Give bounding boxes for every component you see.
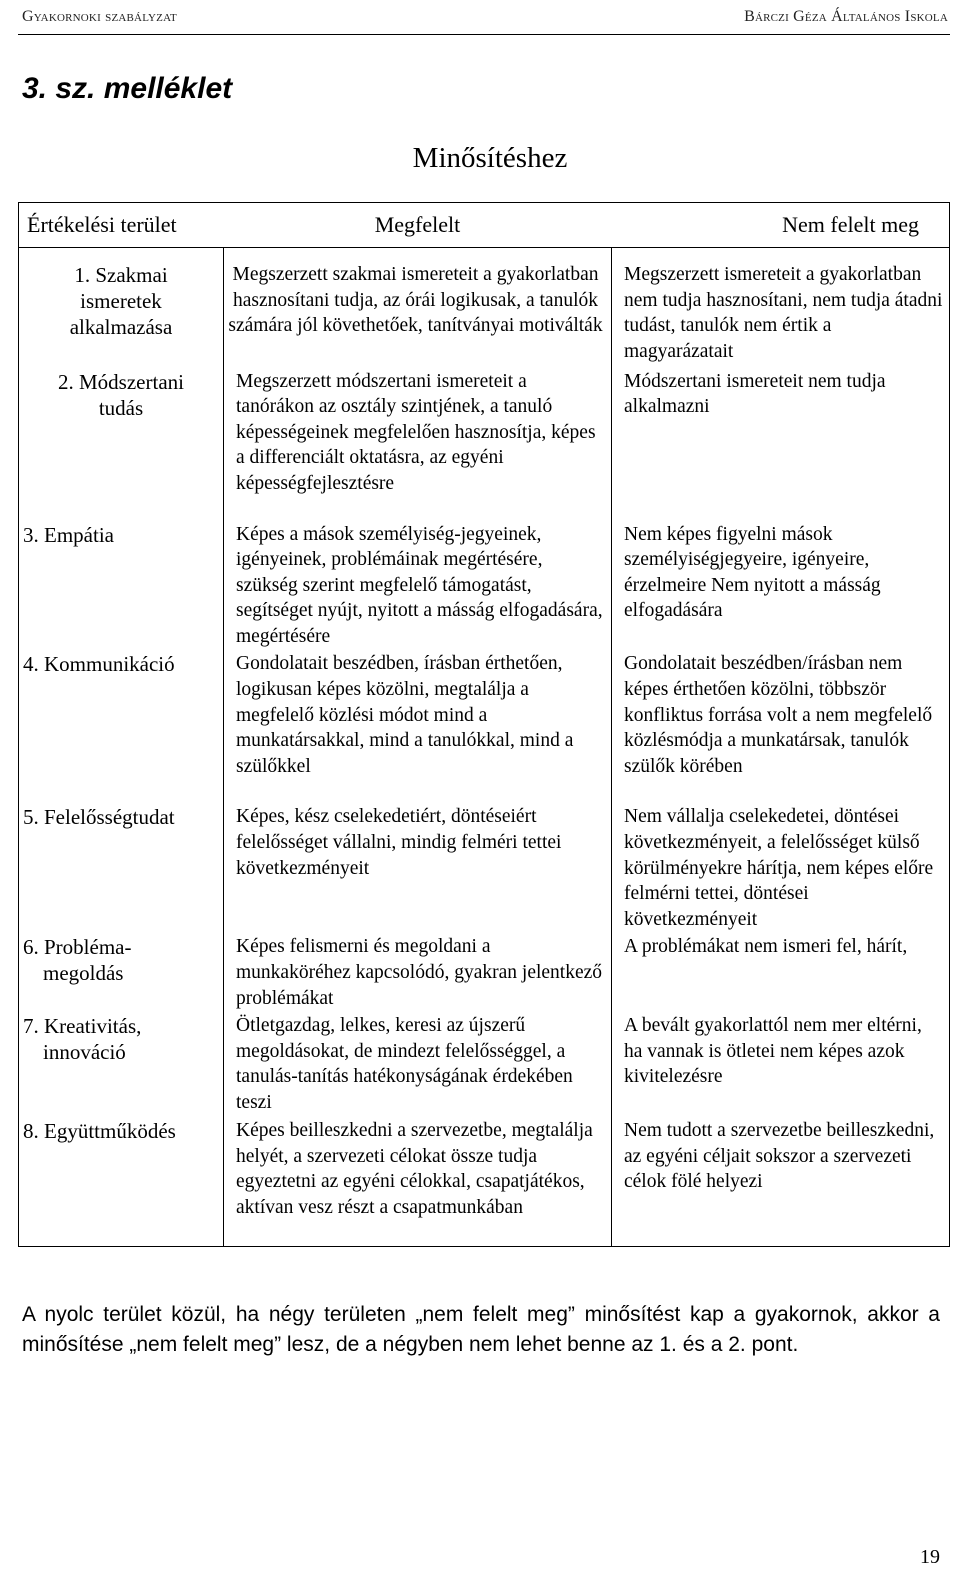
failed-cell — [612, 520, 950, 650]
rule-note: A nyolc terület közül, ha négy területen „nem felelt meg” minősítést kap a gyakornok, akkor a minősítése „nem felelt meg” lesz, de a négyben nem lehet benne az 1. és a 2. pont. — [22, 1303, 940, 1356]
area-label: 4. Kommunikáció — [23, 652, 175, 677]
table-row — [19, 1011, 950, 1116]
passed-text: Képes felismerni és megoldani a munkaköréhez kapcsolódó, gyakran jelentkező problémákat — [236, 936, 603, 1009]
failed-cell — [612, 1011, 950, 1116]
passed-cell — [224, 248, 612, 367]
area-cell — [19, 1116, 224, 1246]
failed-text: Nem vállalja cselekedetei, döntései következményeit, a felelősséget külső körülményekre hárítja, nem képes előre felmérni tettei, döntései következményeit — [624, 806, 934, 930]
table-header-row — [19, 203, 950, 248]
failed-cell — [612, 248, 950, 367]
table-row — [19, 1116, 950, 1246]
failed-text: A problémákat nem ismeri fel, hárít, — [624, 936, 908, 958]
failed-text: Nem tudott a szervezetbe beilleszkedni, az egyéni céljait sokszor a szervezeti célok fölé helyezi — [624, 1120, 935, 1193]
table-row — [19, 932, 950, 1011]
evaluation-table — [18, 202, 950, 1247]
failed-text: Megszerzett ismereteit a gyakorlatban nem tudja hasznosítani, nem tudja átadni tudást, tanulók nem értik a magyarázatait — [624, 264, 943, 362]
header-failed: Nem felelt meg — [612, 203, 950, 248]
area-label: ismeretek — [80, 289, 162, 313]
area-label: megoldás — [43, 961, 124, 986]
table-row — [19, 248, 950, 367]
passed-text: Megszerzett módszertani ismereteit a tanórákon az osztály szintjének, a tanuló képességeinek megfelelően hasznosítja, képes a differenciált oktatásra, az egyéni képességfejlesztésre — [236, 370, 596, 494]
header-right: Bárczi Géza Általános Iskola — [744, 8, 948, 25]
area-label: 6. Probléma- — [23, 935, 132, 960]
area-label: alkalmazása — [69, 315, 173, 339]
area-cell — [19, 649, 224, 802]
failed-text: A bevált gyakorlattól nem mer eltérni, ha vannak is ötletei nem képes azok kivitelezésre — [624, 1015, 922, 1088]
area-label: 1. Szakmai — [74, 263, 168, 287]
area-label: 2. Módszertani — [58, 369, 184, 394]
failed-cell — [612, 649, 950, 802]
passed-text: Képes beilleszkedni a szervezetbe, megtalálja helyét, a szervezeti célokat össze tudja egyeztetni az egyéni célokkal, csapatjátékos, aktívan vesz részt a csapatmunkában — [236, 1120, 593, 1218]
area-label: 5. Felelősségtudat — [23, 805, 175, 830]
header-divider — [18, 34, 950, 35]
area-label: innováció — [43, 1040, 126, 1065]
passed-cell — [224, 649, 612, 802]
passed-cell — [224, 1011, 612, 1116]
header-passed: Megfelelt — [224, 203, 612, 248]
header-area: Értékelési terület — [19, 203, 224, 248]
passed-text: Gondolatait beszédben, írásban érthetően, logikusan képes közölni, megtalálja a megfelelő közlési módot mind a munkatársakkal, mind a tanulókkal, mind a szülőkkel — [236, 653, 574, 777]
passed-text: Képes, kész cselekedetiért, döntéseiért felelősséget vállalni, mindig felméri tettei következményeit — [236, 806, 562, 879]
failed-cell — [612, 932, 950, 1011]
failed-cell — [612, 802, 950, 932]
failed-text: Nem képes figyelni mások személyiségjegyeire, igényeire, érzelmeire Nem nyitott a másság elfogadására — [624, 523, 881, 622]
passed-text: Képes a mások személyiség-jegyeinek, igényeinek, problémáinak megértésére, szükség szerint megfelelő támogatást, segítséget nyújt, nyitott a másság elfogadására, megértésére — [236, 523, 603, 647]
area-label: tudás — [98, 395, 144, 420]
area-cell — [19, 367, 224, 520]
area-cell — [19, 1011, 224, 1116]
area-cell — [19, 932, 224, 1011]
failed-cell — [612, 1116, 950, 1246]
failed-cell — [612, 367, 950, 520]
area-cell — [19, 248, 224, 367]
passed-cell — [224, 1116, 612, 1246]
table-row — [19, 649, 950, 802]
area-label: 7. Kreativitás, — [23, 1014, 142, 1039]
passed-cell — [224, 932, 612, 1011]
area-cell — [19, 802, 224, 932]
table-row — [19, 367, 950, 520]
passed-text: Ötletgazdag, lelkes, keresi az újszerű megoldásokat, de mindezt felelősséggel, a tanulás-tanítás hatékonyságának érdekében teszi — [236, 1015, 573, 1113]
document-title: Minősítéshez — [412, 142, 568, 174]
page-number: 19 — [920, 1546, 940, 1568]
passed-cell — [224, 367, 612, 520]
annex-title: 3. sz. melléklet — [22, 72, 233, 105]
failed-text: Módszertani ismereteit nem tudja alkalmazni — [624, 370, 886, 418]
area-label: 3. Empátia — [23, 522, 114, 547]
failed-text: Gondolatait beszédben/írásban nem képes érthetően közölni, többször konfliktus forrása volt a nem megfelelő közlésmódja a munkatársak, tanulók szülők körében — [624, 653, 933, 777]
area-label: 8. Együttműködés — [23, 1119, 176, 1144]
table-row — [19, 520, 950, 650]
passed-text: Megszerzett szakmai ismereteit a gyakorlatban hasznosítani tudja, az órái logikusak, a tanulók számára jól követhetőek, tanítványai motiválták — [228, 264, 603, 337]
header-left: Gyakornoki szabályzat — [22, 8, 177, 25]
passed-cell — [224, 802, 612, 932]
area-cell — [19, 520, 224, 650]
table-row — [19, 802, 950, 932]
passed-cell — [224, 520, 612, 650]
